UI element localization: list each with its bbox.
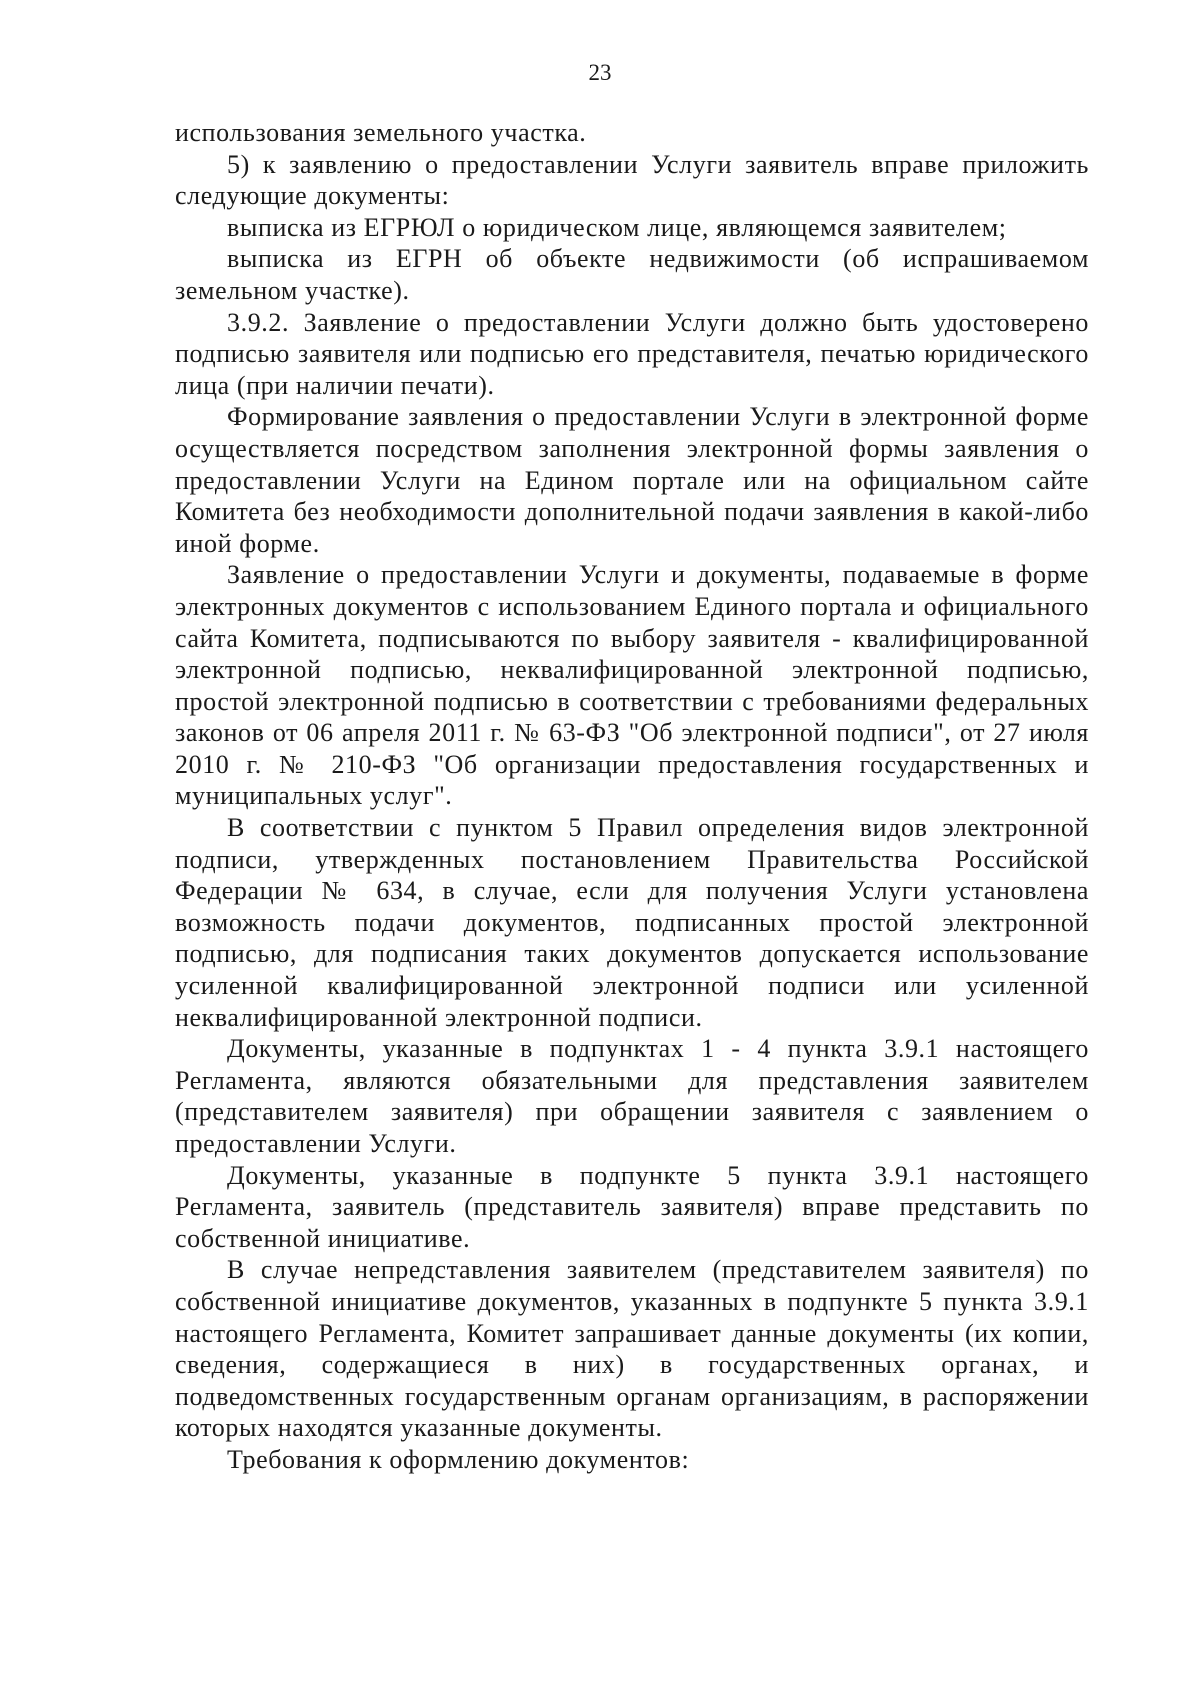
paragraph-optional-documents: Документы, указанные в подпункте 5 пункта 3.9.1 настоящего Регламента, заявитель (представитель заявителя) вправе представить по собственной инициативе. [175,1160,1089,1253]
paragraph-electronic-signature: Заявление о предоставлении Услуги и документы, подаваемые в форме электронных документов с использованием Единого портала и официального сайта Комитета, подписываются по выбору заявителя - квалифицированной электронной подписью, неквалифицированной электронной подписью, простой электронной подписью в соответствии с требованиями федеральных законов от 06 апреля 2011 г. № 63-ФЗ "Об электронной подписи", от 27 июля 2010 г. № 210-ФЗ "Об организации предоставления государственных и муниципальных услуг". [175,560,1089,811]
paragraph-electronic-form: Формирование заявления о предоставлении Услуги в электронной форме осуществляется посредством заполнения электронной формы заявления о предоставлении Услуги на Едином портале или на официальном сайте Комитета без необходимости дополнительной подачи заявления в какой-либо иной форме. [175,402,1089,558]
page-number: 23 [588,60,612,85]
paragraph-continuation: использования земельного участка. [175,118,587,147]
paragraph-section-3-9-2: 3.9.2. Заявление о предоставлении Услуги должно быть удостоверено подписью заявителя или подписью его представителя, печатью юридического лица (при наличии печати). [175,307,1089,400]
paragraph-egrn-extract: выписка из ЕГРН об объекте недвижимости (об испрашиваемом земельном участке). [175,244,1089,305]
paragraph-mandatory-documents: Документы, указанные в подпунктах 1 - 4 пункта 3.9.1 настоящего Регламента, являются обязательными для представления заявителем (представителем заявителя) при обращении заявителя с заявлением о предоставлении Услуги. [175,1034,1089,1158]
paragraph-signature-rules: В соответствии с пунктом 5 Правил определения видов электронной подписи, утвержденных постановлением Правительства Российской Федерации № 634, в случае, если для получения Услуги установлена возможность подачи документов, подписанных простой электронной подписью, для подписания таких документов допускается использование усиленной квалифицированной электронной подписи или усиленной неквалифицированной электронной подписи. [175,813,1089,1032]
paragraph-egrul-extract: выписка из ЕГРЮЛ о юридическом лице, являющемся заявителем; [227,212,1007,242]
paragraph-requirements-heading: Требования к оформлению документов: [227,1444,690,1474]
paragraph-committee-request: В случае непредставления заявителем (представителем заявителя) по собственной инициативе документов, указанных в подпункте 5 пункта 3.9.1 настоящего Регламента, Комитет запрашивает данные документы (их копии, сведения, содержащиеся в них) в государственных органах, и подведомственных государственным органам организациям, в распоряжении которых находятся указанные документы. [175,1255,1089,1443]
document-body [175,117,1089,1476]
paragraph-item-5: 5) к заявлению о предоставлении Услуги заявитель вправе приложить следующие документы: [175,149,1089,211]
